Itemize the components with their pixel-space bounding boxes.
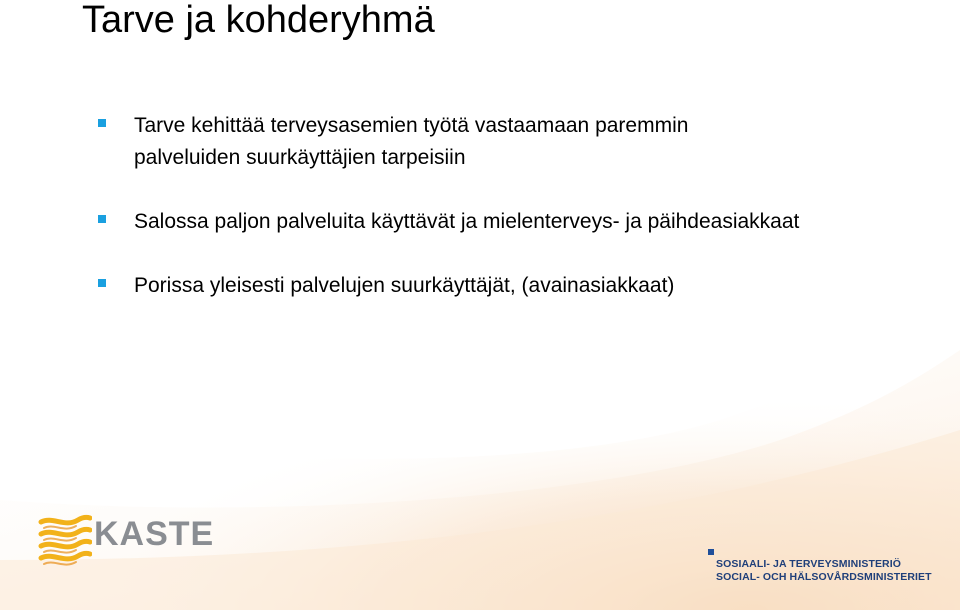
bullet-text-line: Tarve kehittää terveysasemien työtä vastaamaan paremmin — [134, 114, 689, 137]
bullet-list — [97, 110, 947, 302]
kaste-wave-icon — [38, 514, 92, 570]
kaste-logo — [38, 514, 213, 570]
ministry-name-finnish: SOSIAALI- JA TERVEYSMINISTERIÖ — [716, 558, 902, 570]
bullet-square-icon — [98, 279, 106, 287]
bullet-text-line: palveluiden suurkäyttäjien tarpeisiin — [134, 146, 466, 169]
bullet-item — [97, 110, 947, 174]
ministry-name-swedish: SOCIAL- OCH HÄLSOVÅRDSMINISTERIET — [716, 571, 932, 583]
slide-title: Tarve ja kohderyhmä — [82, 0, 435, 41]
bullet-square-icon — [98, 215, 106, 223]
bullet-item — [97, 206, 947, 238]
kaste-logo-text: KASTE — [94, 515, 215, 553]
ministry-logo — [706, 549, 946, 589]
bullet-square-icon — [98, 119, 106, 127]
ministry-square-icon — [708, 549, 714, 555]
bullet-item — [97, 270, 947, 302]
bullet-text-line: Porissa yleisesti palvelujen suurkäyttäjät, (avainasiakkaat) — [134, 274, 675, 297]
bullet-text-line: Salossa paljon palveluita käyttävät ja mielenterveys- ja päihdeasiakkaat — [134, 210, 800, 233]
